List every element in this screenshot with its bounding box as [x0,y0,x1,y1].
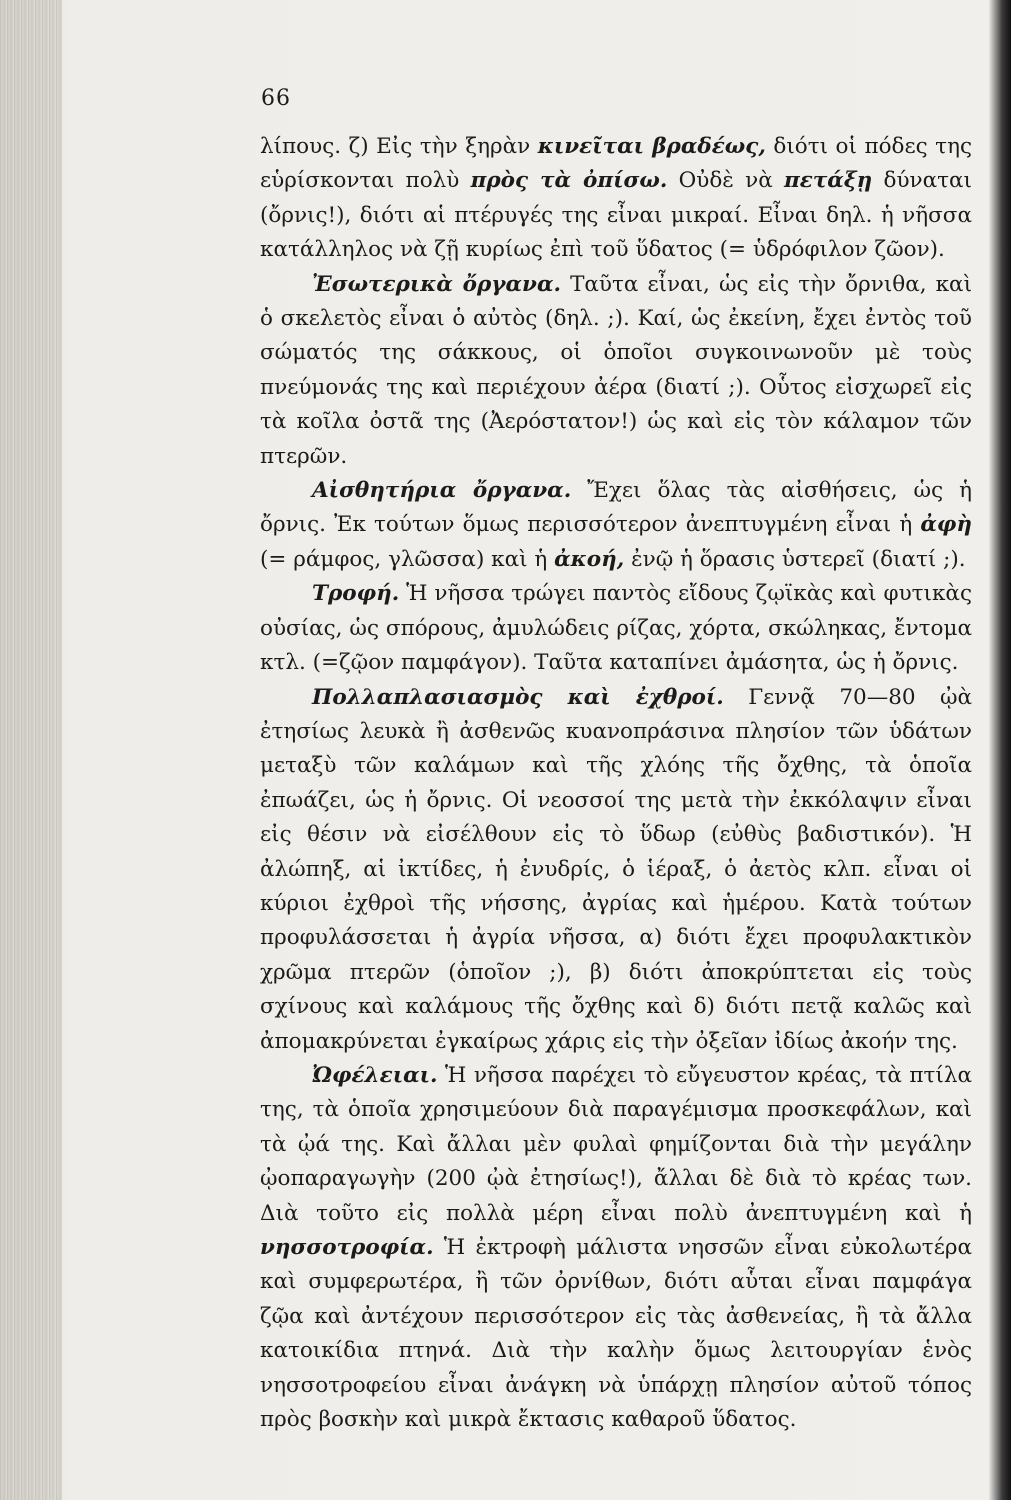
emphasized-text: νησσοτροφία. [260,1235,434,1260]
emphasized-text: πρὸς τὰ ὀπίσω. [470,168,668,194]
paragraph [260,1059,972,1437]
paragraph [260,681,972,1059]
page-right-edge [989,0,1011,1500]
section-heading: Αἰσθητήρια ὄργανα. [312,478,572,504]
emphasized-text: ἀφὴ [920,512,972,538]
text-run: Ἡ νῆσσα παρέχει τὸ εὔγευστον κρέας, τὰ πτίλα της, τὰ ὁποῖα χρησιμεύουν διὰ παραγέμισμα προσκεφάλων, καὶ τὰ ᾠά της. Καὶ ἄλλαι μὲν φυλαὶ φημίζονται διὰ τὴν μεγάλην ᾠοπαραγωγὴν (200 ᾠὰ ἐτησίως!), ἄλλαι δὲ διὰ τὸ κρέας των. Διὰ τοῦτο εἰς πολλὰ μέρη εἶναι πολὺ ἀνεπτυγμένη καὶ ἡ [260,1062,972,1226]
text-run: Ἡ νῆσσα τρώγει παντὸς εἴδους ζῳϊκὰς καὶ φυτικὰς οὐσίας, ὡς σπόρους, ἀμυλώδεις ρίζας, χόρτα, σκώληκας, ἔντομα κτλ. (=ζῷον παμφάγον). Ταῦτα καταπίνει ἀμάσητα, ὡς ἡ ὄρνις. [260,581,972,676]
text-run: διότι οἱ πόδες της εὑρίσκονται πολὺ [260,134,972,194]
section-heading: Τροφή. [312,581,400,607]
body-text [260,130,972,1437]
text-run: Ταῦτα εἶναι, ὡς εἰς τὴν ὄρνιθα, καὶ ὁ σκελετὸς εἶναι ὁ αὐτὸς (δηλ. ;). Καί, ὡς ἐκείνη, ἔχει ἐντὸς τοῦ σώματός της σάκκους, οἱ ὁποῖοι συγκοινωνοῦν μὲ τοὺς πνεύμονάς της καὶ περιέχουν ἀέρα (διατί ;). Οὗτος εἰσχωρεῖ εἰς τὰ κοῖλα ὀστᾶ της (Ἀερόστατον!) ὡς καὶ εἰς τὸν κάλαμον τῶν πτερῶν. [260,271,972,469]
text-run: ἐνῷ ἡ ὅρασις ὑστερεῖ (διατί ;). [624,546,966,572]
emphasized-text: κινεῖται βραδέως, [537,134,766,159]
text-run: Γεννᾷ 70—80 ᾠὰ ἐτησίως λευκὰ ἢ ἀσθενῶς κυανοπράσινα πλησίον τῶν ὑδάτων μεταξὺ τῶν καλάμων καὶ τῆς χλόης τῆς ὄχθης, τὰ ὁποῖα ἐπωάζει, ὡς ἡ ὄρνις. Οἱ νεοσσοί της μετὰ τὴν ἐκκόλαψιν εἶναι εἰς θέσιν νὰ εἰσέλθουν εἰς τὸ ὕδωρ (εὐθὺς βαδιστικόν). Ἡ ἀλώπηξ, αἱ ἰκτίδες, ἡ ἐνυδρίς, ὁ ἱέραξ, ὁ ἀετὸς κλπ. εἶναι οἱ κύριοι ἐχθροὶ τῆς νήσσης, ἀγρίας καὶ ἡμέρου. Κατὰ τούτων προφυλάσσεται ἡ ἀγρία νῆσσα, α) διότι ἔχει προφυλακτικὸν χρῶμα πτερῶν (ὁποῖον ;), β) διότι ἀποκρύπτεται εἰς τοὺς σχίνους καὶ καλάμους τῆς ὄχθης καὶ δ) διότι πετᾷ καλῶς καὶ ἀπομακρύνεται ἐγκαίρως χάρις εἰς τὴν ὀξεῖαν ἰδίως ἀκοήν της. [260,684,973,1054]
paragraph [260,268,972,474]
text-run: δύναται (ὄρνις!), διότι αἱ πτέρυγές της εἶναι μικραί. Εἶναι δηλ. ἡ νῆσσα κατάλληλος νὰ ζῇ κυρίως ἐπὶ τοῦ ὕδατος (= ὑδρόφιλον ζῶον). [260,168,972,263]
text-run: Ἡ ἐκτροφὴ μάλιστα νησσῶν εἶναι εὐκολωτέρα καὶ συμφερωτέρα, ἢ τῶν ὀρνίθων, διότι αὗται εἶναι παμφάγα ζῷα καὶ ἀντέχουν περισσότερον εἰς τὰς ἀσθενείας, ἢ τὰ ἄλλα κατοικίδια πτηνά. Διὰ τὴν καλὴν ὅμως λειτουργίαν ἑνὸς νησσοτροφείου εἶναι ἀνάγκη νὰ ὑπάρχῃ πλησίον αὐτοῦ τόπος πρὸς βοσκὴν καὶ μικρὰ ἔκτασις καθαροῦ ὕδατος. [260,1235,972,1433]
paragraph [260,577,972,680]
emphasized-text: ἀκοή, [554,546,625,572]
section-heading: Ὠφέλειαι. [312,1062,438,1088]
text-run: λίπους. ζ) Εἰς τὴν ξηρὰν [260,134,538,159]
text-run: Οὐδὲ νὰ [667,168,785,194]
paragraph [260,474,972,577]
section-heading: Ἐσωτερικὰ ὄργανα. [312,271,561,297]
page-number: 66 [261,86,291,111]
emphasized-text: πετάξῃ [784,168,873,194]
text-run: Ἔχει ὅλας τὰς αἰσθήσεις, ὡς ἡ ὄρνις. Ἐκ τούτων ὅμως περισσότερον ἀνεπτυγμένη εἶναι ἡ [260,478,972,538]
text-run: (= ράμφος, γλῶσσα) καὶ ἡ [260,546,555,572]
section-heading: Πολλαπλασιασμὸς καὶ ἐχθροί. [312,684,724,710]
paragraph [260,130,972,268]
book-binding-shadow [0,0,62,1500]
